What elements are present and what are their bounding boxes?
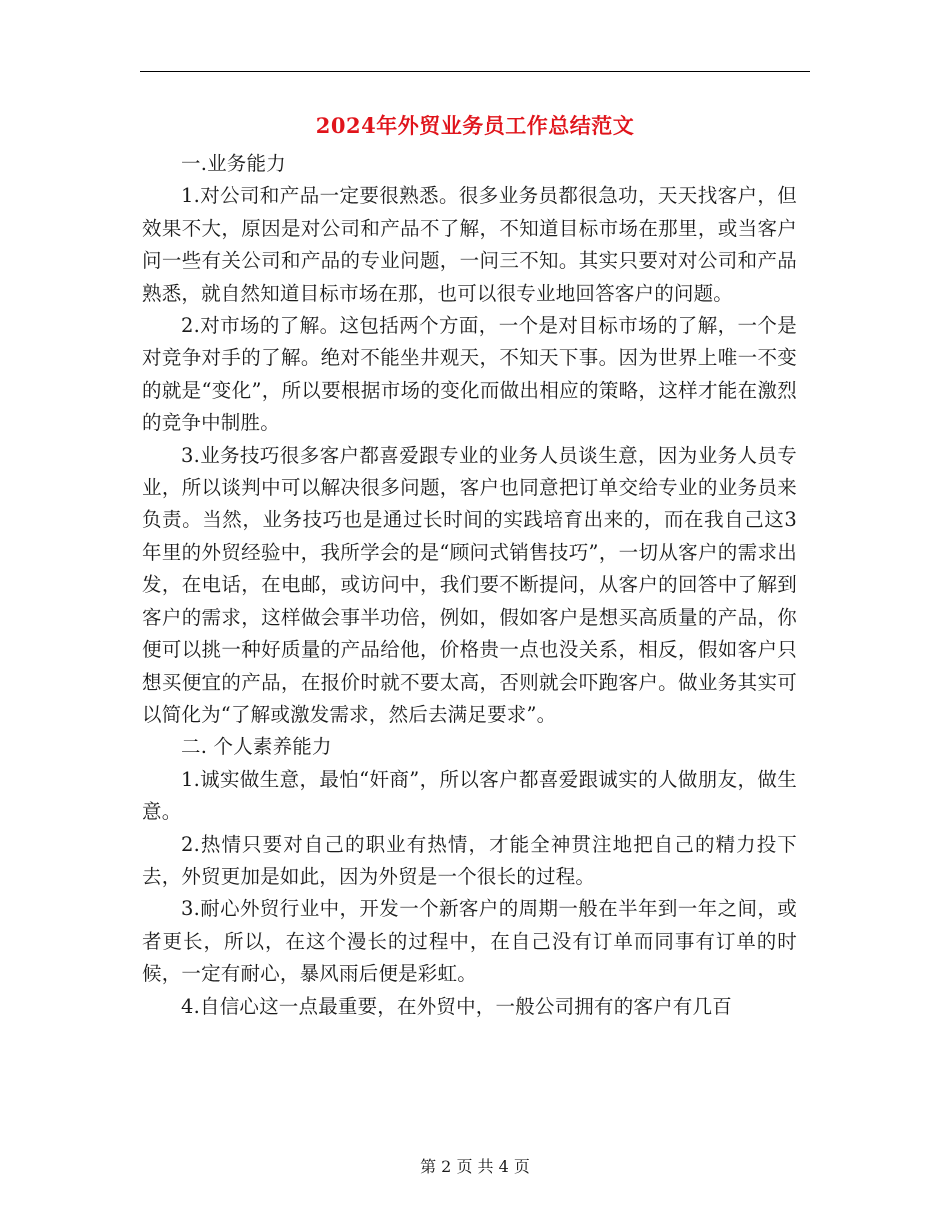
- paragraph-business-skills: 3.业务技巧很多客户都喜爱跟专业的业务人员谈生意，因为业务人员专业，所以谈判中可以解决很多问题，客户也同意把订单交给专业的业务员来负责。当然，业务技巧也是通过长时间的实践培育出来的，而在我自己这3年里的外贸经验中，我所学会的是“顾问式销售技巧”，一切从客户的需求出发，在电话，在电邮，或访问中，我们要不断提问，从客户的回答中了解到客户的需求，这样做会事半功倍，例如，假如客户是想买高质量的产品，你便可以挑一种好质量的产品给他，价格贵一点也没关系，相反，假如客户只想买便宜的产品，在报价时就不要太高，否则就会吓跑客户。做业务其实可以简化为“了解或激发需求，然后去满足要求”。: [142, 443, 797, 726]
- paragraph-company-product: 1.对公司和产品一定要很熟悉。很多业务员都很急功，天天找客户，但效果不大，原因是对公司和产品不了解，不知道目标市场在那里，或当客户问一些有关公司和产品的专业问题，一问三不知。其实只要对对公司和产品熟悉，就自然知道目标市场在那，也可以很专业地回答客户的问题。: [142, 184, 797, 305]
- page-number: 第 2 页 共 4 页: [420, 1157, 530, 1176]
- document-title: 2024年外贸业务员工作总结范文: [315, 113, 635, 138]
- document-body: [142, 148, 797, 1023]
- paragraph-market-understanding: 2.对市场的了解。这包括两个方面，一个是对目标市场的了解，一个是对竞争对手的了解。绝对不能坐井观天，不知天下事。因为世界上唯一不变的就是“变化”，所以要根据市场的变化而做出相应的策略，这样才能在激烈的竞争中制胜。: [142, 314, 797, 435]
- section-heading-personal-quality: 二. 个人素养能力: [181, 735, 332, 759]
- paragraph-honesty: 1.诚实做生意，最怕“奸商”，所以客户都喜爱跟诚实的人做朋友，做生意。: [142, 767, 797, 824]
- paragraph-enthusiasm: 2.热情只要对自己的职业有热情，才能全神贯注地把自己的精力投下去，外贸更加是如此，因为外贸是一个很长的过程。: [142, 832, 797, 888]
- header-rule: [140, 71, 810, 72]
- section-heading-business-ability: 一.业务能力: [181, 152, 286, 175]
- paragraph-confidence: 4.自信心这一点最重要，在外贸中，一般公司拥有的客户有几百: [181, 994, 732, 1018]
- paragraph-patience: 3.耐心外贸行业中，开发一个新客户的周期一般在半年到一年之间，或者更长，所以，在这个漫长的过程中，在自己没有订单而同事有订单的时候，一定有耐心，暴风雨后便是彩虹。: [142, 897, 797, 986]
